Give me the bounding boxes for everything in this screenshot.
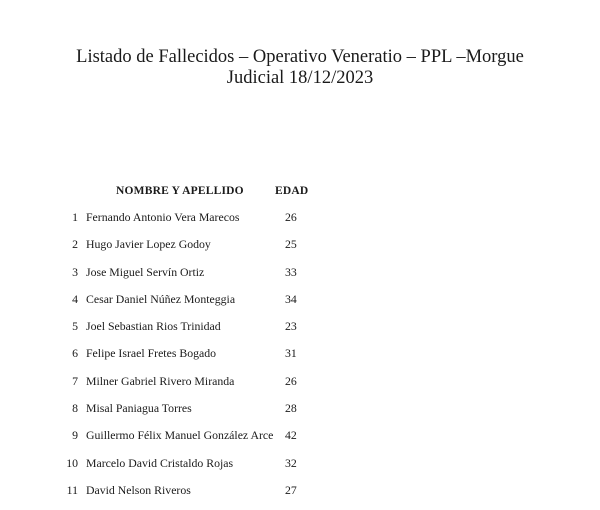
row-name: Fernando Antonio Vera Marecos <box>86 210 240 224</box>
row-number: 4 <box>72 291 78 306</box>
document-title <box>0 47 600 89</box>
row-age: 25 <box>285 237 297 252</box>
row-age: 28 <box>285 401 297 416</box>
row-name: Guillermo Félix Manuel González Arce <box>86 428 274 443</box>
row-name: Joel Sebastian Rios Trinidad <box>86 319 221 334</box>
row-name: Felipe Israel Fretes Bogado <box>86 346 217 361</box>
row-number: 1 <box>72 210 78 224</box>
list-item <box>0 265 600 292</box>
list-item <box>0 428 600 455</box>
row-name: Hugo Javier Lopez Godoy <box>86 237 211 252</box>
row-age: 42 <box>285 428 297 443</box>
row-name: Milner Gabriel Rivero Miranda <box>86 373 235 388</box>
row-number: 3 <box>72 264 78 279</box>
list-item <box>0 374 600 401</box>
title-line-2: Judicial 18/12/2023 <box>226 68 374 88</box>
row-age: 26 <box>285 373 297 388</box>
list-item <box>0 319 600 346</box>
title-line-1: Listado de Fallecidos – Operativo Veneratio – PPL –Morgue <box>76 47 524 67</box>
row-age: 32 <box>285 455 297 470</box>
row-age: 34 <box>285 291 297 306</box>
row-number: 7 <box>72 373 78 388</box>
row-age: 33 <box>285 264 297 279</box>
row-name: Marcelo David Cristaldo Rojas <box>86 455 234 470</box>
row-age: 23 <box>285 319 297 334</box>
row-age: 26 <box>285 210 297 224</box>
column-header-age: EDAD <box>275 185 309 197</box>
row-number: 2 <box>72 237 78 252</box>
row-name: Jose Miguel Servín Ortiz <box>86 264 205 279</box>
list-item <box>0 456 600 483</box>
list-item <box>0 292 600 319</box>
row-name: David Nelson Riveros <box>86 482 191 497</box>
deceased-list <box>0 210 600 510</box>
row-number: 9 <box>72 428 78 443</box>
row-number: 6 <box>72 346 78 361</box>
list-item <box>0 483 600 510</box>
list-item <box>0 210 600 237</box>
row-number: 10 <box>66 455 78 470</box>
list-item <box>0 346 600 373</box>
row-number: 11 <box>66 482 78 497</box>
list-item <box>0 237 600 264</box>
row-name: Misal Paniagua Torres <box>86 401 192 416</box>
row-number: 8 <box>72 401 78 416</box>
row-number: 5 <box>72 319 78 334</box>
row-age: 31 <box>285 346 297 361</box>
row-name: Cesar Daniel Núñez Monteggia <box>86 291 236 306</box>
row-age: 27 <box>285 482 297 497</box>
list-item <box>0 401 600 428</box>
column-header-name: NOMBRE Y APELLIDO <box>116 185 244 197</box>
